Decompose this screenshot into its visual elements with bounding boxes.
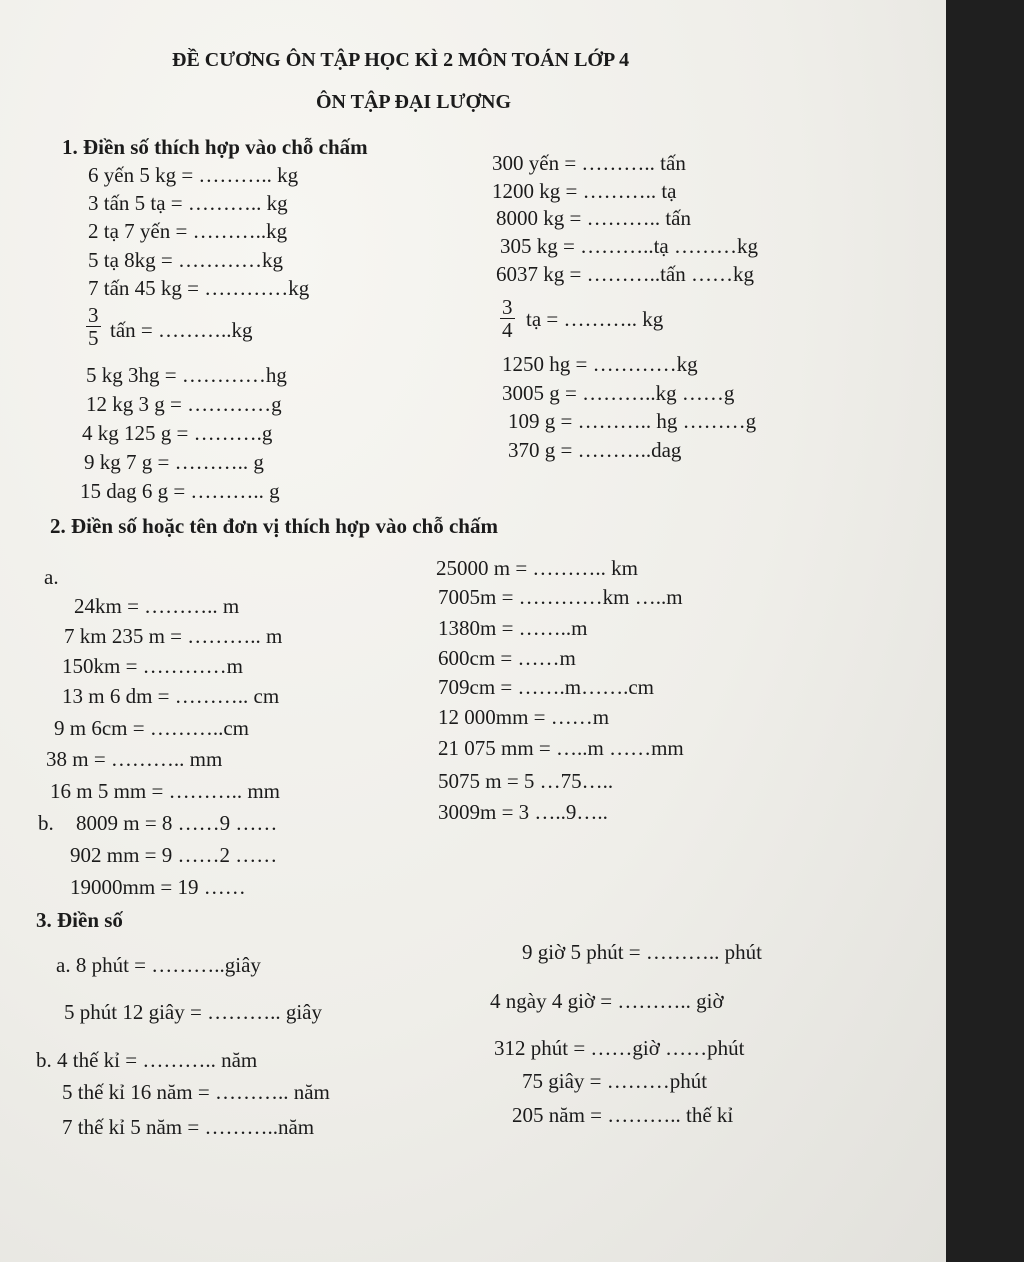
exercise-item: 6 yến 5 kg = ……….. kg xyxy=(88,163,299,187)
exercise-item: 4 kg 125 g = ……….g xyxy=(82,421,273,445)
exercise-item: 12 000mm = ……m xyxy=(438,705,610,729)
exercise-item: tấn = ………..kg xyxy=(110,318,253,342)
exercise-item: 150km = …………m xyxy=(62,654,244,678)
page-title: ĐỀ CƯƠNG ÔN TẬP HỌC KÌ 2 MÔN TOÁN LỚP 4 xyxy=(172,49,630,71)
fraction-denominator: 5 xyxy=(88,326,99,351)
page-subtitle: ÔN TẬP ĐẠI LƯỢNG xyxy=(316,91,512,113)
exercise-item: 7005m = …………km …..m xyxy=(438,585,683,609)
exercise-item: 12 kg 3 g = …………g xyxy=(86,392,282,416)
exercise-item: 370 g = ………..dag xyxy=(508,438,682,462)
part-b-label: b. xyxy=(38,811,54,835)
exercise-item: 3009m = 3 …..9….. xyxy=(438,800,608,824)
exercise-item: 19000mm = 19 …… xyxy=(70,875,246,899)
exercise-item: 1380m = ……..m xyxy=(438,616,588,640)
fraction-three-fifths xyxy=(86,304,101,349)
exercise-item: 5075 m = 5 …75….. xyxy=(438,769,614,793)
exercise-item: 16 m 5 mm = ……….. mm xyxy=(50,779,281,803)
exercise-item: 25000 m = ……….. km xyxy=(436,556,639,580)
exercise-item: 600cm = ……m xyxy=(438,646,576,670)
exercise-item: 4 ngày 4 giờ = ……….. giờ xyxy=(490,989,724,1013)
exercise-item: 3 tấn 5 tạ = ……….. kg xyxy=(88,191,288,215)
exercise-item: 13 m 6 dm = ……….. cm xyxy=(62,684,280,708)
exercise-item: b. 4 thế kỉ = ……….. năm xyxy=(36,1048,258,1072)
exercise-item: 8009 m = 8 ……9 …… xyxy=(76,811,278,835)
exercise-item: 8000 kg = ……….. tấn xyxy=(496,206,691,230)
exercise-item: 1200 kg = ……….. tạ xyxy=(492,179,677,203)
exercise-item: 305 kg = ………..tạ ………kg xyxy=(500,234,758,258)
exercise-item: 7 tấn 45 kg = …………kg xyxy=(88,276,310,300)
exercise-item: a. 8 phút = ………..giây xyxy=(56,953,261,977)
exercise-item: 312 phút = ……giờ ……phút xyxy=(494,1036,745,1060)
section-3-heading: 3. Điền số xyxy=(36,908,123,932)
exercise-item: 9 giờ 5 phút = ……….. phút xyxy=(522,940,762,964)
exercise-item: 7 thế kỉ 5 năm = ………..năm xyxy=(62,1115,315,1139)
section-1-heading: 1. Điền số thích hợp vào chỗ chấm xyxy=(62,135,368,159)
exercise-item: 9 m 6cm = ………..cm xyxy=(54,716,249,740)
exercise-item: tạ = ……….. kg xyxy=(526,307,664,331)
part-a-label: a. xyxy=(44,565,59,589)
exercise-item: 300 yến = ……….. tấn xyxy=(492,151,686,175)
exercise-item: 205 năm = ……….. thế kỉ xyxy=(512,1103,734,1127)
exercise-item: 2 tạ 7 yến = ………..kg xyxy=(88,219,288,243)
exercise-item: 15 dag 6 g = ……….. g xyxy=(80,479,280,503)
exercise-item: 1250 hg = …………kg xyxy=(502,352,698,376)
section-2-heading: 2. Điền số hoặc tên đơn vị thích hợp vào chỗ chấm xyxy=(50,514,498,538)
exercise-item: 38 m = ……….. mm xyxy=(46,747,223,771)
fraction-numerator: 3 xyxy=(88,303,99,327)
exercise-item: 5 thế kỉ 16 năm = ……….. năm xyxy=(62,1080,330,1104)
exercise-item: 9 kg 7 g = ……….. g xyxy=(84,450,264,474)
exercise-item: 24km = ……….. m xyxy=(74,594,240,618)
exercise-item: 21 075 mm = …..m ……mm xyxy=(438,736,684,760)
exercise-item: 709cm = …….m…….cm xyxy=(438,675,654,699)
fraction-numerator: 3 xyxy=(502,295,513,319)
exercise-item: 75 giây = ………phút xyxy=(522,1069,708,1093)
exercise-item: 5 phút 12 giây = ……….. giây xyxy=(64,1000,322,1024)
dark-background-edge xyxy=(946,0,1024,1262)
fraction-denominator: 4 xyxy=(502,318,513,343)
exercise-item: 5 kg 3hg = …………hg xyxy=(86,363,287,387)
exercise-item: 7 km 235 m = ……….. m xyxy=(64,624,283,648)
fraction-three-quarters xyxy=(500,296,515,341)
exercise-item: 5 tạ 8kg = …………kg xyxy=(88,248,283,272)
exercise-item: 6037 kg = ………..tấn ……kg xyxy=(496,262,754,286)
exercise-item: 3005 g = ………..kg ……g xyxy=(502,381,735,405)
exercise-item: 902 mm = 9 ……2 …… xyxy=(70,843,278,867)
exercise-item: 109 g = ……….. hg ………g xyxy=(508,409,757,433)
